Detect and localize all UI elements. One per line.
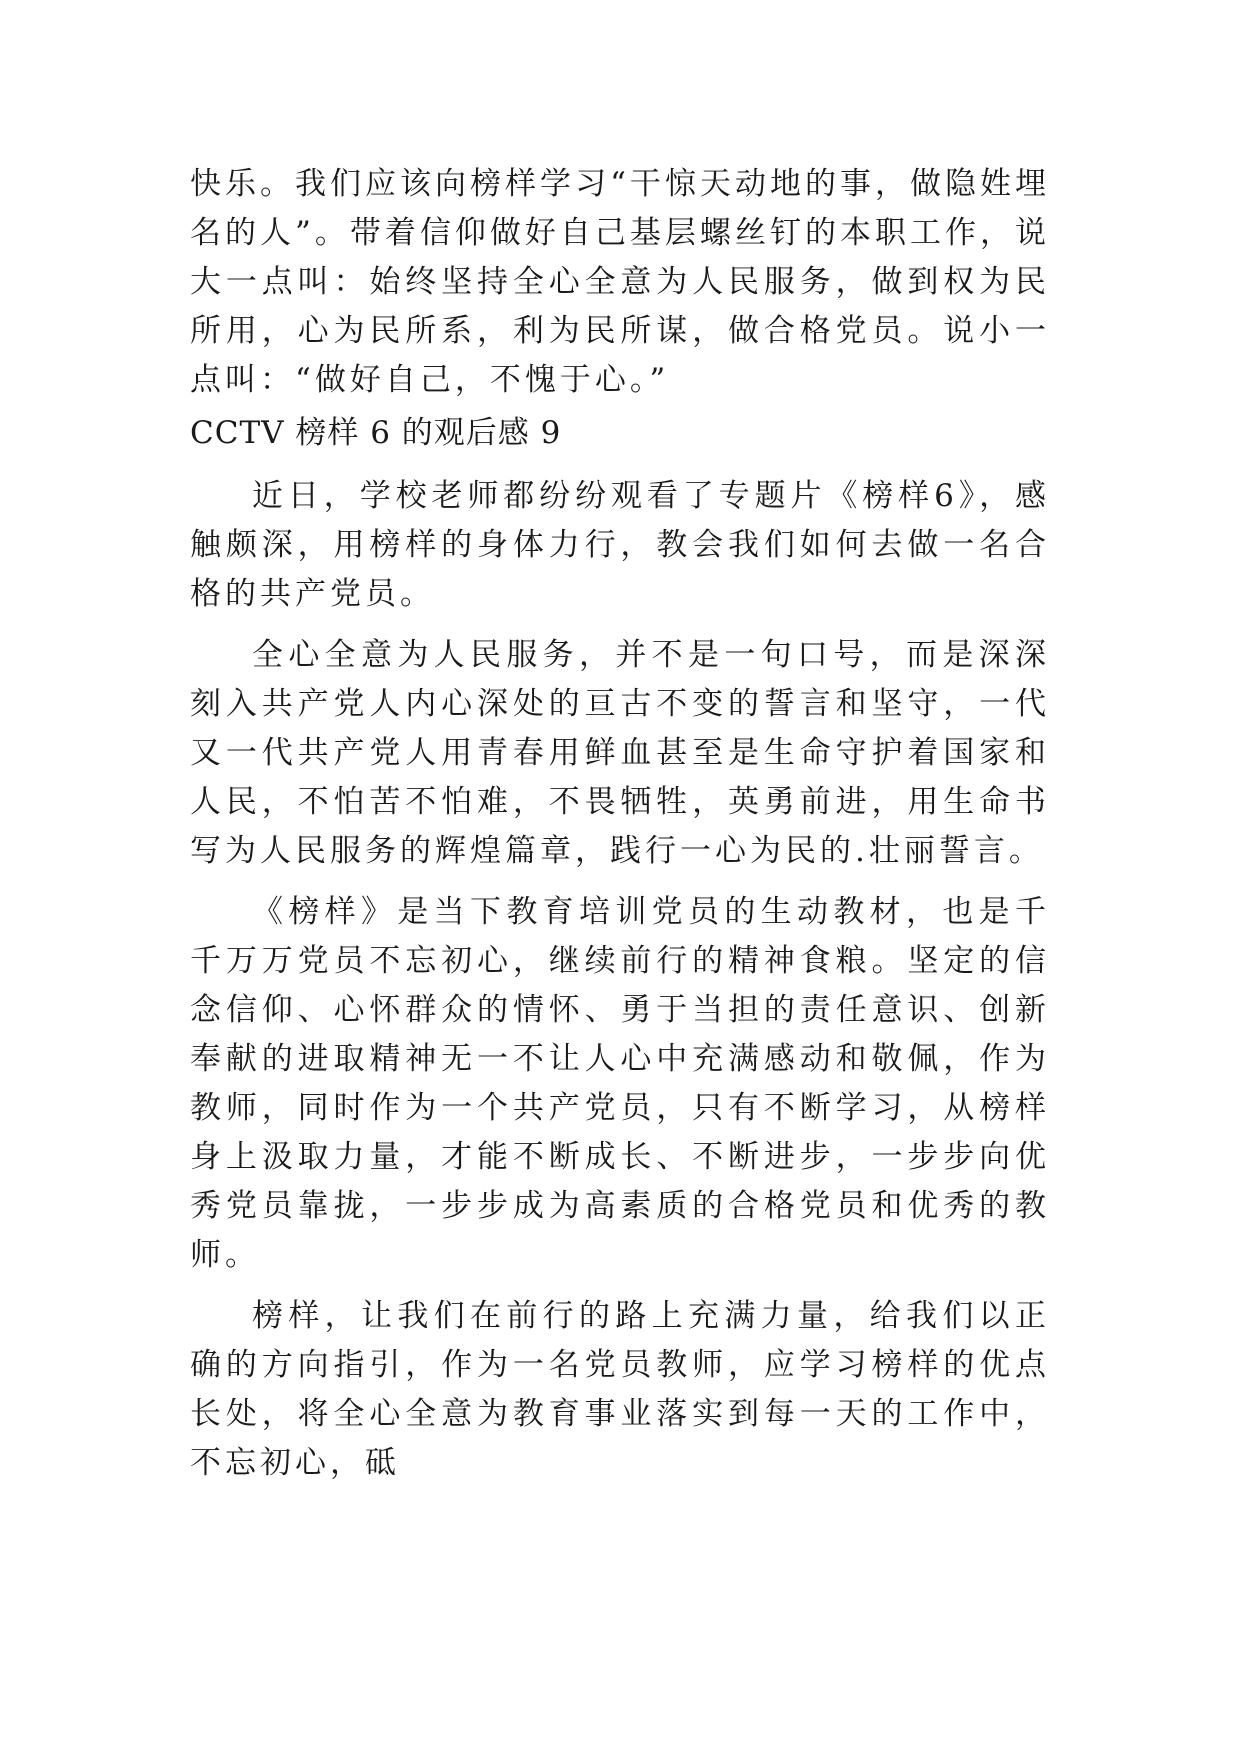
section-heading: CCTV 榜样 6 的观后感 9 [190,415,562,451]
paragraph-4: 榜样，让我们在前行的路上充满力量，给我们以正确的方向指引，作为一名党员教师，应学习榜样的优点长处，将全心全意为教育事业落实到每一天的工作中，不忘初心，砥 [190,1298,1050,1481]
document-body [190,160,1050,1500]
paragraph-2: 全心全意为人民服务，并不是一句口号，而是深深刻入共产党人内心深处的亘古不变的誓言和坚守，一代又一代共产党人用青春用鲜血甚至是生命守护着国家和人民，不怕苦不怕难，不畏牺牲，英勇前进，用生命书写为人民服务的辉煌篇章，践行一心为民的.壮丽誓言。 [190,637,1050,869]
paragraph-1: 近日，学校老师都纷纷观看了专题片《榜样6》，感触颇深，用榜样的身体力行，教会我们如何去做一名合格的共产党员。 [190,478,1050,612]
continuation-paragraph: 快乐。我们应该向榜样学习“干惊天动地的事，做隐姓埋名的人”。带着信仰做好自己基层螺丝钉的本职工作，说大一点叫：始终坚持全心全意为人民服务，做到权为民所用，心为民所系，利为民所谋，做合格党员。说小一点叫：“做好自己，不愧于心。” [190,166,1050,398]
paragraph-3: 《榜样》是当下教育培训党员的生动教材，也是千千万万党员不忘初心，继续前行的精神食粮。坚定的信念信仰、心怀群众的情怀、勇于当担的责任意识、创新奉献的进取精神无一不让人心中充满感动和敬佩，作为教师，同时作为一个共产党员，只有不断学习，从榜样身上汲取力量，才能不断成长、不断进步，一步步向优秀党员靠拢，一步步成为高素质的合格党员和优秀的教师。 [190,894,1050,1273]
